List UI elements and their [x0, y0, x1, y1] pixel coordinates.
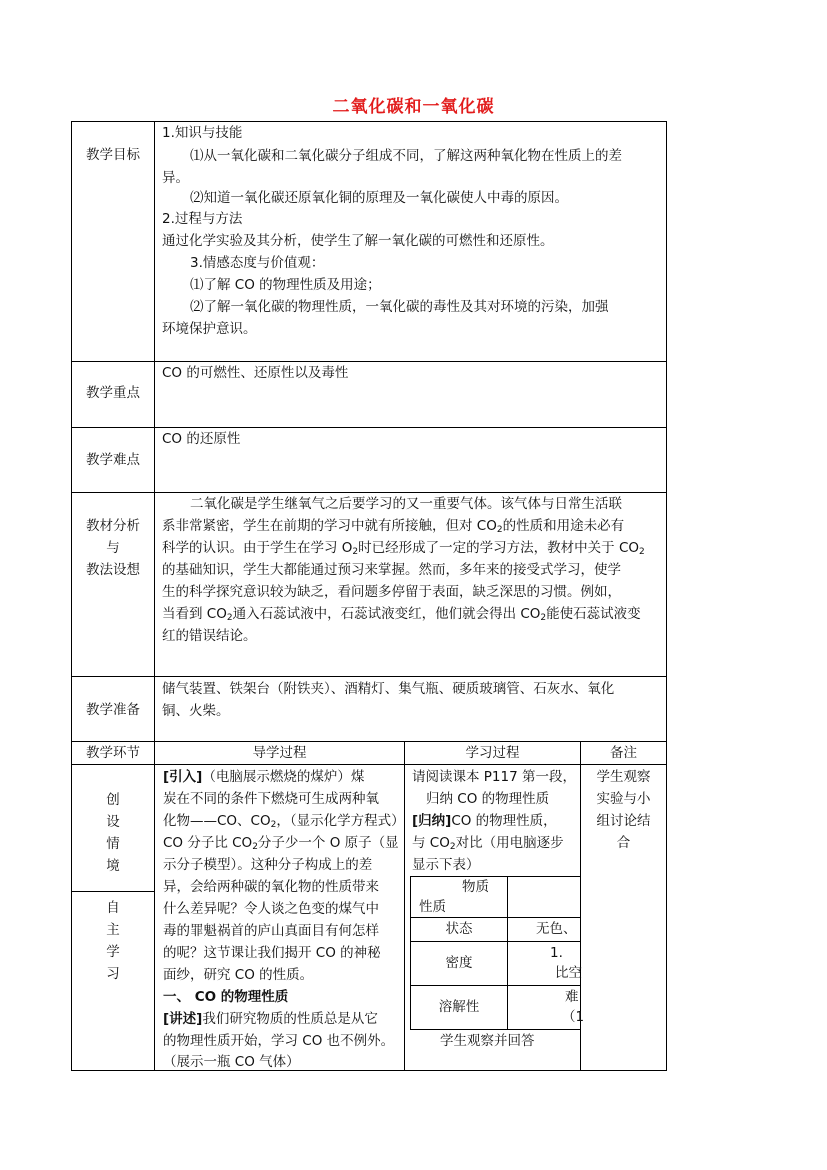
objective-line: 1.知识与技能 — [162, 125, 243, 141]
inner-value: 无色、 — [536, 921, 577, 937]
section-heading: 一、 CO 的物理性质 — [163, 989, 289, 1005]
learn-line: 显示下表） — [412, 857, 480, 873]
header-guide: 导学过程 — [252, 745, 307, 761]
row-divider — [71, 676, 667, 677]
inner-table-border — [410, 985, 580, 986]
learn-line: 学生观察并回答 — [440, 1033, 535, 1049]
analysis-line: 二氧化碳是学生继氧气之后要学习的又一重要气体。该气体与日常生活联 — [190, 496, 622, 512]
label-key-points: 教学重点 — [86, 385, 140, 401]
row-divider — [71, 764, 667, 765]
objective-line: 3.情感态度与价值观： — [190, 255, 325, 271]
guide-line: 面纱，研究 CO 的性质。 — [163, 967, 314, 983]
table-border — [666, 121, 667, 1071]
analysis-line: 生的科学探究意识较为缺乏，看问题多停留于表面，缺乏深思的习惯。例如， — [162, 584, 621, 600]
row-divider — [71, 427, 667, 428]
learn-line: 请阅读课本 P117 第一段， — [412, 769, 576, 785]
guide-line: 示分子模型）。这种分子构成上的差 — [163, 857, 373, 873]
learn-line: [归纳]CO 的物理性质， — [412, 813, 557, 829]
guide-line: 什么差异呢？令人谈之色变的煤气中 — [163, 901, 379, 917]
learn-line: 归纳 CO 的物理性质 — [426, 791, 550, 807]
guide-line: [引入]（电脑展示燃烧的煤炉）煤 — [163, 769, 365, 785]
objective-line: ⑵了解一氧化碳的物理性质，一氧化碳的毒性及其对环境的污染，加强 — [190, 299, 609, 315]
objective-line: 环境保护意识。 — [162, 321, 257, 337]
stage-char: 设 — [106, 814, 120, 830]
objective-line: 通过化学实验及其分析，使学生了解一氧化碳的可燃性和还原性。 — [162, 233, 554, 249]
inner-label: 溶解性 — [438, 999, 480, 1015]
note-line: 学生观察 — [596, 769, 651, 785]
inner-value: （1 — [562, 1009, 585, 1025]
header-learn: 学习过程 — [465, 745, 520, 761]
column-divider — [154, 121, 155, 1071]
inner-value: 比空 — [555, 965, 582, 981]
analysis-line: 系非常紧密，学生在前期的学习中就有所接触，但对 $CO_2$的性质和用途未必有 — [162, 518, 625, 535]
key-points-text: CO 的可燃性、还原性以及毒性 — [162, 365, 349, 381]
guide-line: 炭在不同的条件下燃烧可生成两种氧 — [163, 791, 379, 807]
label-difficulties: 教学难点 — [86, 452, 140, 468]
note-line: 组讨论结 — [596, 813, 651, 829]
label-analysis: 教材分析 — [86, 518, 140, 534]
guide-line: 异，会给两种碳的氧化物的性质带来 — [163, 879, 379, 895]
objective-line: 2.过程与方法 — [162, 211, 243, 227]
analysis-line: 的基础知识，学生大都能通过预习来掌握。然而，多年来的接受式学习，使学 — [162, 562, 621, 578]
label-preparation: 教学准备 — [86, 702, 140, 718]
guide-line: （展示一瓶 CO 气体） — [163, 1054, 300, 1070]
column-divider — [404, 741, 405, 1071]
inner-table-border — [507, 876, 508, 1030]
objective-line: ⑴了解 CO 的物理性质及用途； — [190, 277, 381, 293]
stage-char: 主 — [106, 922, 120, 938]
stage-char: 自 — [106, 900, 120, 916]
label-analysis: 与 — [106, 540, 120, 556]
page-title: 二氧化碳和一氧化碳 — [332, 97, 495, 117]
header-note: 备注 — [610, 745, 637, 761]
table-border — [71, 1070, 667, 1071]
header-stage: 教学环节 — [86, 745, 140, 761]
guide-line: 化物——CO、$CO_2$，（显示化学方程式） — [163, 813, 405, 830]
inner-header: 物质 — [462, 879, 489, 895]
guide-line: [讲述]我们研究物质的性质总是从它 — [163, 1011, 378, 1027]
row-divider — [71, 361, 667, 362]
guide-line: 的物理性质开始，学习 CO 也不例外。 — [163, 1033, 395, 1049]
analysis-line: 红的错误结论。 — [162, 628, 257, 644]
inner-label: 状态 — [445, 921, 473, 937]
guide-line: 毒的罪魁祸首的庐山真面目有何怎样 — [163, 923, 379, 939]
stage-char: 情 — [106, 836, 120, 852]
learn-line: 与 $CO_2$对比（用电脑逐步 — [412, 835, 564, 852]
label-analysis: 教法设想 — [86, 562, 140, 578]
row-divider — [71, 891, 154, 892]
difficulties-text: CO 的还原性 — [162, 431, 241, 447]
objective-line: ⑵知道一氧化碳还原氧化铜的原理及一氧化碳使人中毒的原因。 — [190, 190, 568, 206]
note-line: 实验与小 — [596, 791, 651, 807]
inner-label: 密度 — [445, 955, 473, 971]
preparation-line: 铜、火柴。 — [162, 703, 230, 719]
preparation-line: 储气装置、铁架台（附铁夹）、酒精灯、集气瓶、硬质玻璃管、石灰水、氧化 — [162, 681, 615, 697]
guide-line: 的呢？这节课让我们揭开 CO 的神秘 — [163, 945, 381, 961]
analysis-line: 科学的认识。由于学生在学习 $O_2$时已经形成了一定的学习方法，教材中关于 $CO_2$ — [162, 540, 645, 557]
objective-line: ⑴从一氧化碳和二氧化碳分子组成不同，了解这两种氧化物在性质上的差 — [190, 148, 622, 164]
table-border — [71, 121, 667, 122]
stage-char: 境 — [106, 858, 120, 874]
label-objectives: 教学目标 — [86, 147, 140, 163]
stage-char: 创 — [106, 792, 120, 808]
inner-table-border — [410, 876, 580, 877]
inner-header: 性质 — [419, 899, 446, 915]
objective-line: 异。 — [162, 170, 189, 186]
inner-value: 1. — [550, 945, 563, 961]
guide-line: CO 分子比 $CO_2$分子少一个 O 原子（显 — [163, 835, 399, 852]
note-line: 合 — [616, 835, 631, 851]
stage-char: 习 — [106, 966, 120, 982]
stage-char: 学 — [106, 944, 120, 960]
inner-value: 难 — [565, 989, 579, 1005]
analysis-line: 当看到 $CO_2$通入石蕊试液中，石蕊试液变红，他们就会得出 $CO_2$能使石蕊试液变 — [162, 606, 641, 623]
